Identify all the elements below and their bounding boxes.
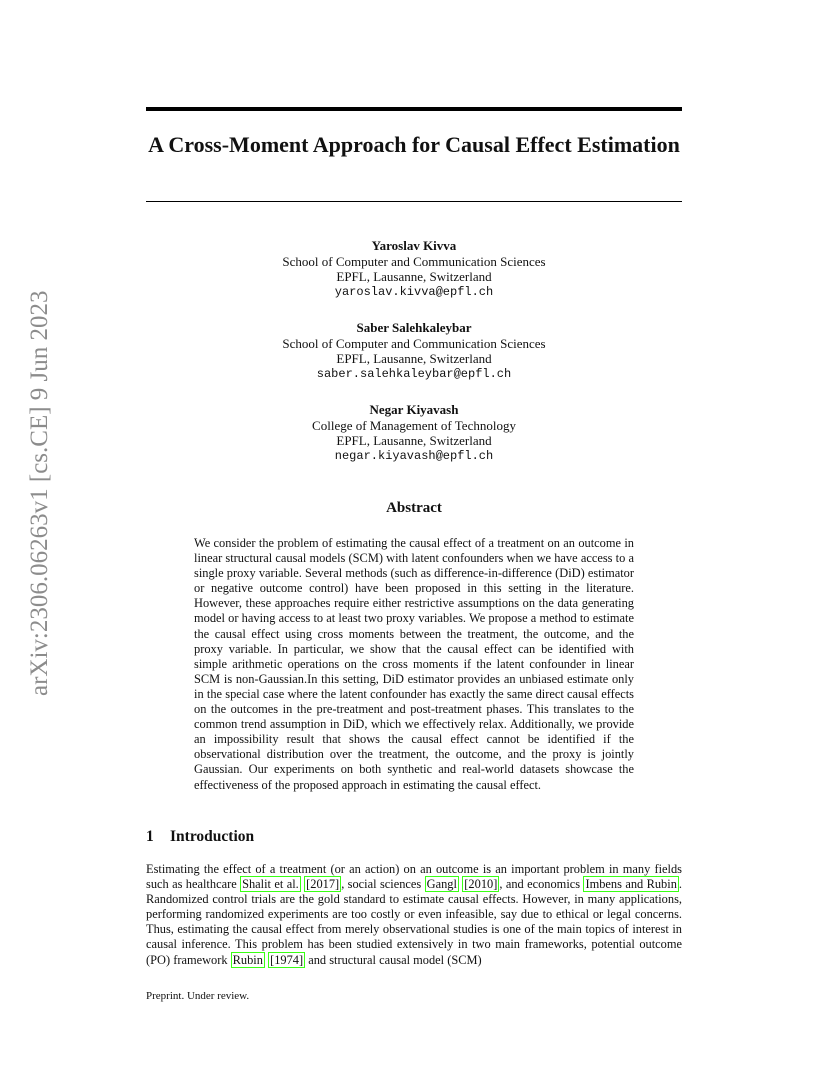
- citation-link[interactable]: Rubin: [232, 952, 263, 967]
- title-rule-bottom: [146, 201, 682, 202]
- paper-title: A Cross-Moment Approach for Causal Effect Estimation: [148, 132, 680, 157]
- author-email[interactable]: yaroslav.kivva@epfl.ch: [334, 284, 494, 299]
- author-affiliation: School of Computer and Communication Sciences: [282, 253, 546, 269]
- intro-text: Estimating the effect of a treatment (or an action) on an outcome is an important problem in many fields such as healthcare: [146, 862, 682, 892]
- author-block: [146, 238, 682, 300]
- author-email[interactable]: saber.salehkaleybar@epfl.ch: [316, 366, 512, 381]
- author-affiliation: School of Computer and Communication Sciences: [282, 335, 546, 351]
- citation-link[interactable]: Imbens and Rubin: [585, 877, 677, 892]
- author-name: Negar Kiyavash: [369, 402, 459, 417]
- author-location: EPFL, Lausanne, Switzerland: [336, 269, 492, 284]
- title-rule-top: [146, 107, 682, 111]
- citation-link[interactable]: [2017]: [306, 877, 340, 892]
- author-name: Yaroslav Kivva: [371, 238, 457, 253]
- author-block: [146, 402, 682, 464]
- author-block: [146, 320, 682, 382]
- citation-link[interactable]: [2010]: [464, 877, 498, 892]
- intro-text: and structural causal model (SCM): [305, 952, 482, 967]
- abstract-heading: Abstract: [386, 500, 442, 516]
- section-title: Introduction: [170, 828, 255, 845]
- intro-text: , and economics: [499, 877, 584, 892]
- arxiv-identifier: arXiv:2306.06263v1 [cs.CE] 9 Jun 2023: [26, 290, 53, 696]
- section-number: 1: [146, 828, 154, 845]
- author-affiliation: College of Management of Technology: [312, 417, 516, 433]
- author-name: Saber Salehkaleybar: [356, 320, 472, 335]
- section-heading: [146, 828, 682, 846]
- author-location: EPFL, Lausanne, Switzerland: [336, 351, 492, 366]
- citation-link[interactable]: Gangl: [426, 877, 457, 892]
- author-email[interactable]: negar.kiyavash@epfl.ch: [334, 448, 494, 463]
- author-location: EPFL, Lausanne, Switzerland: [336, 433, 492, 448]
- citation-link[interactable]: [1974]: [270, 952, 304, 967]
- intro-paragraph: [146, 862, 682, 968]
- abstract-text: We consider the problem of estimating the causal effect of a treatment on an outcome in linear structural causal models (SCM) with latent confounders when we have access to a single proxy variable. Several methods (such as difference-in-difference (DiD) estimator or negative outcome control) have been proposed in this setting in the literature. However, these approaches require either restrictive assumptions on the data generating model or having access to at least two proxy variables. We propose a method to estimate the causal effect using cross moments between the treatment, the outcome, and the proxy variable. In particular, we show that the causal effect can be identified with simple arithmetic operations on the cross moments if the latent confounder in linear SCM is non-Gaussian.In this setting, DiD estimator provides an unbiased estimate only in the special case where the latent confounder has exactly the same direct causal effects on the outcomes in the pre-treatment and post-treatment phases. This translates to the common trend assumption in DiD, which we effectively relax. Additionally, we provide an impossibility result that shows the causal effect cannot be identified if the observational distribution over the treatment, the outcome, and the proxy is jointly Gaussian. Our experiments on both synthetic and real-world datasets showcase the effectiveness of the proposed approach in estimating the causal effect.: [194, 536, 634, 792]
- intro-text: , social sciences: [341, 877, 425, 892]
- intro-text: . Randomized control trials are the gold standard to estimate causal effects. However, in many applications, performing randomized experiments are too costly or even infeasible, say due to ethical or legal concerns. Thus, estimating the causal effect from merely observational studies is one of the main topics of interest in causal inference. This problem has been studied extensively in two main frameworks, potential outcome (PO) framework: [146, 877, 682, 967]
- footer-note: Preprint. Under review.: [146, 990, 250, 1002]
- citation-link[interactable]: Shalit et al.: [242, 877, 299, 892]
